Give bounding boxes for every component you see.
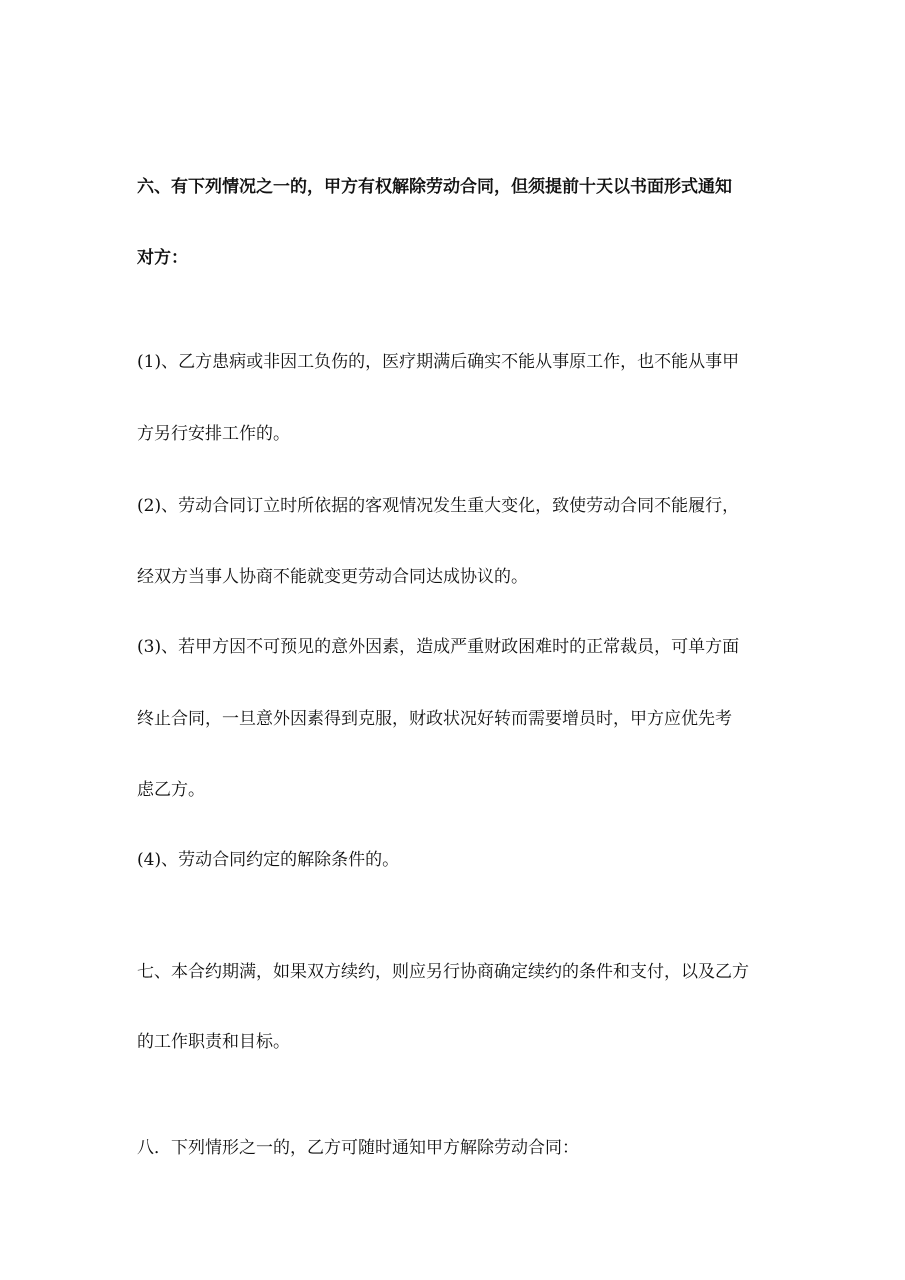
item-2-line-1: (2)、劳动合同订立时所依据的客观情况发生重大变化，致使劳动合同不能履行， — [137, 496, 740, 516]
section-6-heading-line-2: 对方： — [137, 248, 188, 268]
item-1-line-1: (1)、乙方患病或非因工负伤的，医疗期满后确实不能从事原工作，也不能从事甲 — [137, 352, 740, 372]
section-7-line-2: 的工作职责和目标。 — [137, 1032, 290, 1052]
section-6-heading-line-1: 六、有下列情况之一的，甲方有权解除劳动合同，但须提前十天以书面形式通知 — [137, 177, 732, 197]
item-3-line-2: 终止合同，一旦意外因素得到克服，财政状况好转而需要增员时，甲方应优先考 — [137, 709, 732, 729]
item-3-line-1: (3)、若甲方因不可预见的意外因素，造成严重财政困难时的正常裁员，可单方面 — [137, 637, 740, 657]
section-8-line-1: 八．下列情形之一的，乙方可随时通知甲方解除劳动合同： — [137, 1138, 579, 1158]
item-1-line-2: 方另行安排工作的。 — [137, 424, 290, 444]
item-4-line-1: (4)、劳动合同约定的解除条件的。 — [137, 850, 400, 870]
item-3-line-3: 虑乙方。 — [137, 780, 205, 800]
item-2-line-2: 经双方当事人协商不能就变更劳动合同达成协议的。 — [137, 567, 528, 587]
section-7-line-1: 七、本合约期满，如果双方续约，则应另行协商确定续约的条件和支付，以及乙方 — [137, 962, 749, 982]
